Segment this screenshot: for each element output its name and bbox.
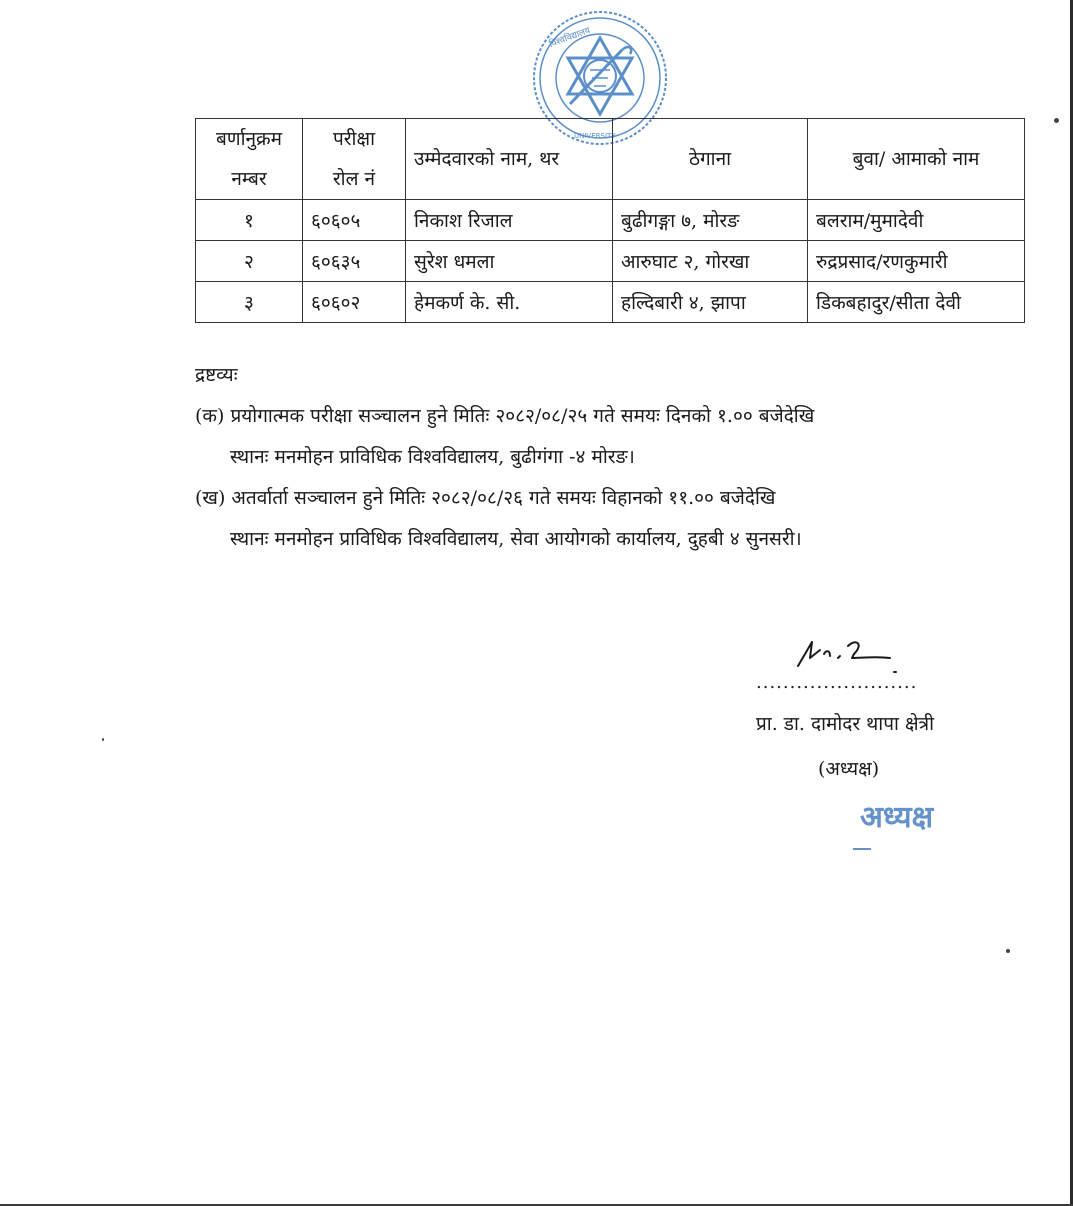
cell-serial: ३ [196, 282, 303, 323]
header-serial-number [196, 119, 303, 200]
scan-speck [102, 738, 104, 741]
cell-roll: ६०६३५ [303, 241, 406, 282]
chairperson-stamp: अध्यक्ष [860, 800, 934, 835]
note-kha-venue: स्थानः मनमोहन प्राविधिक विश्वविद्यालय, सेवा आयोगको कार्यालय, दुहबी ४ सुनसरी। [230, 528, 802, 550]
cell-parents: रुद्रप्रसाद/रणकुमारी [808, 241, 1025, 282]
note-ka-venue: स्थानः मनमोहन प्राविधिक विश्वविद्यालय, बुढीगंगा -४ मोरङ। [230, 446, 635, 468]
header-roll-line1: परीक्षा [332, 128, 376, 150]
note-ka-schedule: (क) प्रयोगात्मक परीक्षा सञ्चालन हुने मितिः २०८२/०८/२५ गते समयः दिनको १.०० बजेदेखि [195, 405, 815, 427]
header-sn-line1: बर्णानुक्रम [215, 128, 282, 150]
svg-text:UNIVERSITY: UNIVERSITY [574, 132, 616, 140]
candidate-table [195, 118, 1025, 323]
notes-section [195, 355, 1025, 560]
signatory-title: (अध्यक्ष) [818, 758, 880, 780]
header-roll-line2: रोल नं [332, 168, 376, 190]
cell-name: निकाश रिजाल [406, 200, 613, 241]
cell-serial: २ [196, 241, 303, 282]
scan-speck [1054, 118, 1059, 123]
table-row [196, 241, 1025, 282]
cell-parents: बलराम/मुमादेवी [808, 200, 1025, 241]
cell-roll: ६०६०५ [303, 200, 406, 241]
cell-name: हेमकर्ण के. सी. [406, 282, 613, 323]
cell-name: सुरेश धमला [406, 241, 613, 282]
cell-serial: १ [196, 200, 303, 241]
cell-roll: ६०६०२ [303, 282, 406, 323]
notes-heading: द्रष्टव्यः [195, 364, 238, 386]
svg-text:विश्वविद्यालय: विश्वविद्यालय [548, 25, 592, 50]
note-kha-schedule: (ख) अतर्वार्ता सञ्चालन हुने मितिः २०८२/०८/२६ गते समयः विहानको ११.०० बजेदेखि [195, 487, 776, 509]
cell-address: हल्दिबारी ४, झापा [613, 282, 808, 323]
header-roll-number [303, 119, 406, 200]
signature-dotted-line: ........................ [756, 672, 918, 693]
cell-parents: डिकबहादुर/सीता देवी [808, 282, 1025, 323]
cell-address: आरुघाट २, गोरखा [613, 241, 808, 282]
header-address: ठेगाना [613, 119, 808, 200]
scan-speck [1006, 949, 1010, 953]
header-sn-line2: नम्बर [231, 168, 267, 190]
table-row [196, 200, 1025, 241]
signatory-name: प्रा. डा. दामोदर थापा क्षेत्री [756, 713, 935, 735]
header-parents-name: बुवा/ आमाको नाम [808, 119, 1025, 200]
table-row [196, 282, 1025, 323]
stamp-underline [853, 848, 871, 850]
header-candidate-name: उम्मेदवारको नाम, थर [406, 119, 613, 200]
cell-address: बुढीगङ्गा ७, मोरङ [613, 200, 808, 241]
table-header-row [196, 119, 1025, 200]
